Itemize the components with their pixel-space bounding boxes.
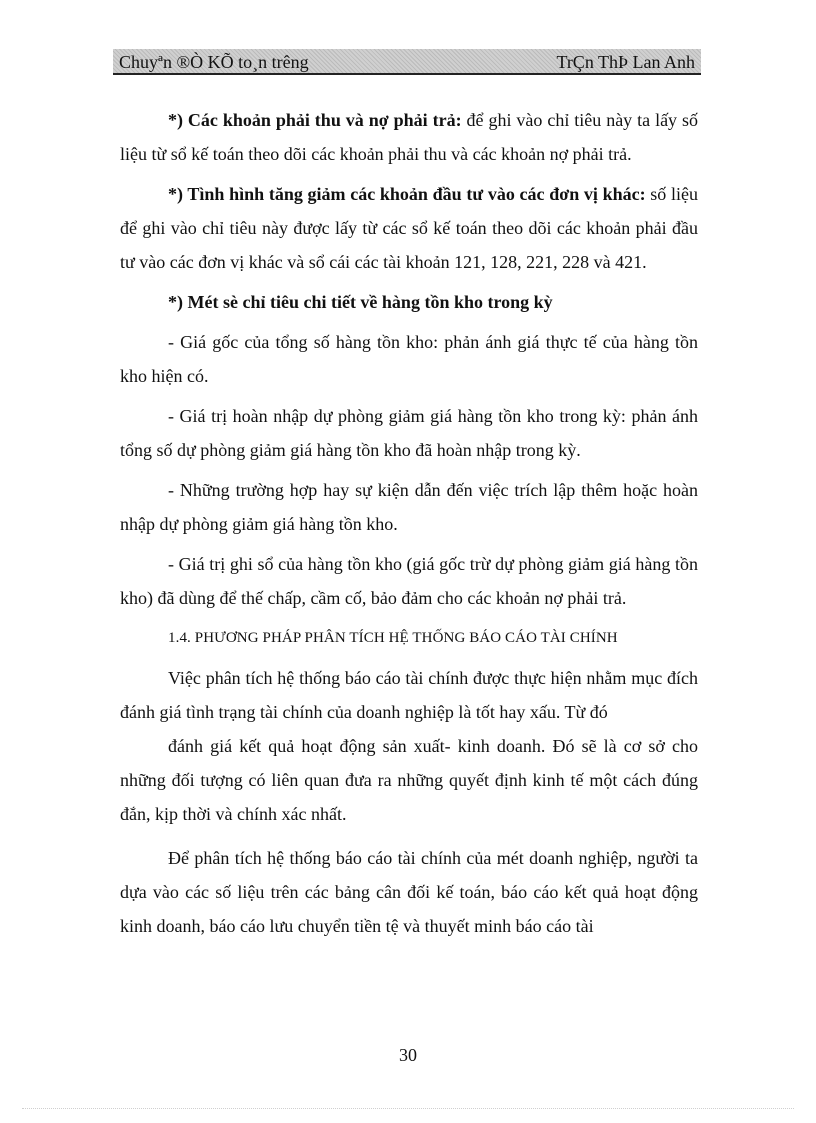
paragraph-text: số liệu để ghi vào chỉ tiêu này được lấy từ các sổ kế toán theo dõi các khoản phải đầu tư vào các đơn vị khác và sổ cái các tài khoản 121, 128, 221, 228 và 421.: [120, 184, 699, 272]
paragraph-inventory-pledged: - Giá trị ghi sổ của hàng tồn kho (giá gốc trừ dự phòng giảm giá hàng tồn kho) đã dùng để thế chấp, cầm cố, bảo đảm cho các khoản nợ phải trả.: [120, 554, 698, 608]
paragraph-method: Để phân tích hệ thống báo cáo tài chính của mét doanh nghiệp, người ta dựa vào các số liệu trên các bảng cân đối kế toán, báo cáo kết quả hoạt động kinh doanh, báo cáo lưu chuyển tiền tệ và thuyết minh báo cáo tài: [120, 848, 698, 936]
paragraph-analysis-part2: [120, 729, 698, 831]
paragraph-text: đánh giá kết quả hoạt động sản xuất- kinh doanh. Đó sẽ là cơ sở cho những đối tượng có liên quan đưa ra những quyết định kinh tế một cách đúng đắn, kịp thời và chính xác nhất.: [120, 736, 698, 824]
header-author: TrÇn ThÞ Lan Anh: [556, 52, 695, 72]
paragraph-receivables: [120, 103, 698, 171]
paragraph-text: để ghi vào chỉ tiêu này ta lấy số liệu từ sổ kế toán theo dõi các khoản phải thu và các khoản nợ phải trả.: [120, 110, 699, 164]
paragraph-inventory-cost: - Giá gốc của tổng số hàng tồn kho: phản ánh giá thực tế của hàng tồn kho hiện có.: [120, 332, 698, 386]
paragraph-heading: *) Tình hình tăng giảm các khoản đầu tư vào các đơn vị khác:: [168, 184, 646, 204]
paragraph-investments: [120, 177, 698, 279]
paragraph-inventory-heading: [120, 285, 698, 319]
paragraph-analysis-part1: Việc phân tích hệ thống báo cáo tài chính được thực hiện nhằm mục đích đánh giá tình trạng tài chính của doanh nghiệp là tốt hay xấu. Từ đó: [120, 668, 698, 722]
document-body: [120, 103, 698, 949]
page-header: [113, 49, 701, 75]
page-bottom-border: [22, 1108, 794, 1109]
page-number: 30: [399, 1045, 417, 1065]
paragraph-heading: *) Mét sè chỉ tiêu chi tiết về hàng tồn kho trong kỳ: [168, 292, 553, 312]
section-heading: 1.4. PHƯƠNG PHÁP PHÂN TÍCH HỆ THỐNG BÁO CÁO TÀI CHÍNH: [168, 630, 618, 646]
paragraph-inventory-events: - Những trường hợp hay sự kiện dẫn đến việc trích lập thêm hoặc hoàn nhập dự phòng giảm giá hàng tồn kho.: [120, 480, 698, 534]
paragraph-heading: *) Các khoản phải thu và nợ phải trả:: [168, 110, 462, 130]
paragraph-inventory-reversal: - Giá trị hoàn nhập dự phòng giảm giá hàng tồn kho trong kỳ: phản ánh tổng số dự phòng giảm giá hàng tồn kho đã hoàn nhập trong kỳ.: [120, 406, 698, 460]
header-topic: Chuyªn ®Ò KÕ to¸n trêng: [119, 52, 309, 72]
